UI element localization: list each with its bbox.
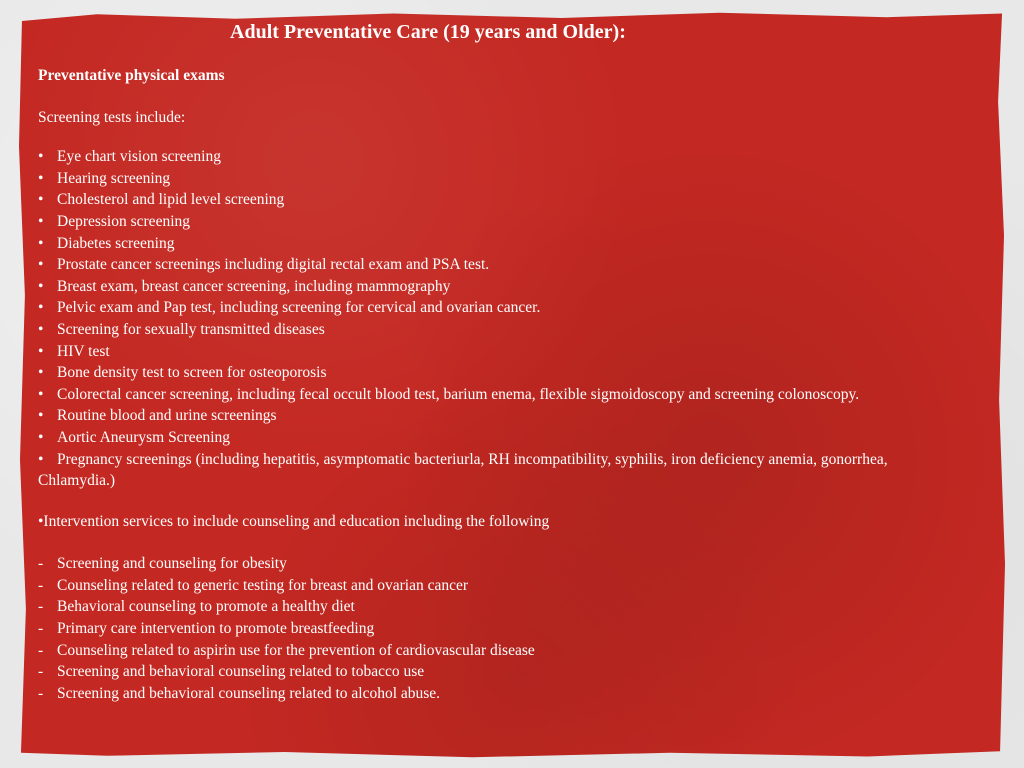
dash-icon: -: [38, 598, 44, 616]
list-item: • Pregnancy screenings (including hepatitis, asymptomatic bacteriurla, RH incompatibility, syphilis, iron deficiency anemia, gonorrhea, Chlamydia.): [38, 450, 888, 490]
list-item: • Diabetes screening: [38, 233, 918, 255]
bullet-icon: •: [38, 277, 44, 295]
bullet-icon: •: [38, 342, 44, 360]
bullet-icon: •: [38, 407, 44, 425]
dash-icon: -: [38, 576, 44, 594]
intervention-list: [38, 553, 918, 704]
list-item: - Screening and behavioral counseling related to alcohol abuse.: [38, 683, 918, 705]
screening-intro: Screening tests include:: [38, 108, 186, 126]
bullet-icon: •: [38, 169, 44, 187]
list-item: • Hearing screening: [38, 168, 918, 190]
bullet-icon: •: [38, 450, 44, 468]
section-heading: Preventative physical exams: [38, 67, 225, 84]
list-item: • Bone density test to screen for osteoporosis: [38, 362, 918, 384]
list-item: • Colorectal cancer screening, including fecal occult blood test, barium enema, flexible sigmoidoscopy and screening colonoscopy.: [38, 384, 918, 406]
list-item: • Eye chart vision screening: [38, 146, 918, 168]
dash-icon: -: [38, 684, 44, 702]
list-item: • Breast exam, breast cancer screening, including mammography: [38, 276, 918, 298]
bullet-icon: •: [38, 234, 44, 252]
dash-icon: -: [38, 620, 44, 638]
bullet-icon: •: [38, 212, 44, 230]
bullet-icon: •: [38, 191, 44, 209]
list-item: - Screening and counseling for obesity: [38, 553, 918, 575]
slide-title: Adult Preventative Care (19 years and Older):: [230, 21, 626, 43]
bullet-icon: •: [38, 148, 44, 166]
list-item: • Prostate cancer screenings including digital rectal exam and PSA test.: [38, 254, 918, 276]
list-item: • Routine blood and urine screenings: [38, 405, 918, 427]
bullet-icon: •: [38, 364, 44, 382]
list-item: • Screening for sexually transmitted diseases: [38, 319, 918, 341]
bullet-icon: •: [38, 299, 44, 317]
bullet-icon: •: [38, 256, 44, 274]
list-item: - Behavioral counseling to promote a healthy diet: [38, 596, 918, 618]
list-item: • Aortic Aneurysm Screening: [38, 427, 918, 449]
list-item: • HIV test: [38, 341, 918, 363]
list-item: - Counseling related to generic testing for breast and ovarian cancer: [38, 575, 918, 597]
bullet-icon: •: [38, 320, 44, 338]
list-item: - Primary care intervention to promote breastfeeding: [38, 618, 918, 640]
list-item: • Pelvic exam and Pap test, including screening for cervical and ovarian cancer.: [38, 297, 918, 319]
list-item: - Screening and behavioral counseling related to tobacco use: [38, 661, 918, 683]
bullet-icon: •: [38, 385, 44, 403]
intervention-heading: •Intervention services to include counseling and education including the following: [38, 512, 550, 530]
screening-list: [38, 146, 918, 492]
dash-icon: -: [38, 663, 44, 681]
slide-content: [38, 18, 918, 704]
list-item: - Counseling related to aspirin use for the prevention of cardiovascular disease: [38, 640, 918, 662]
dash-icon: -: [38, 641, 44, 659]
list-item: • Cholesterol and lipid level screening: [38, 189, 918, 211]
dash-icon: -: [38, 555, 44, 573]
bullet-icon: •: [38, 428, 44, 446]
list-item: • Depression screening: [38, 211, 918, 233]
